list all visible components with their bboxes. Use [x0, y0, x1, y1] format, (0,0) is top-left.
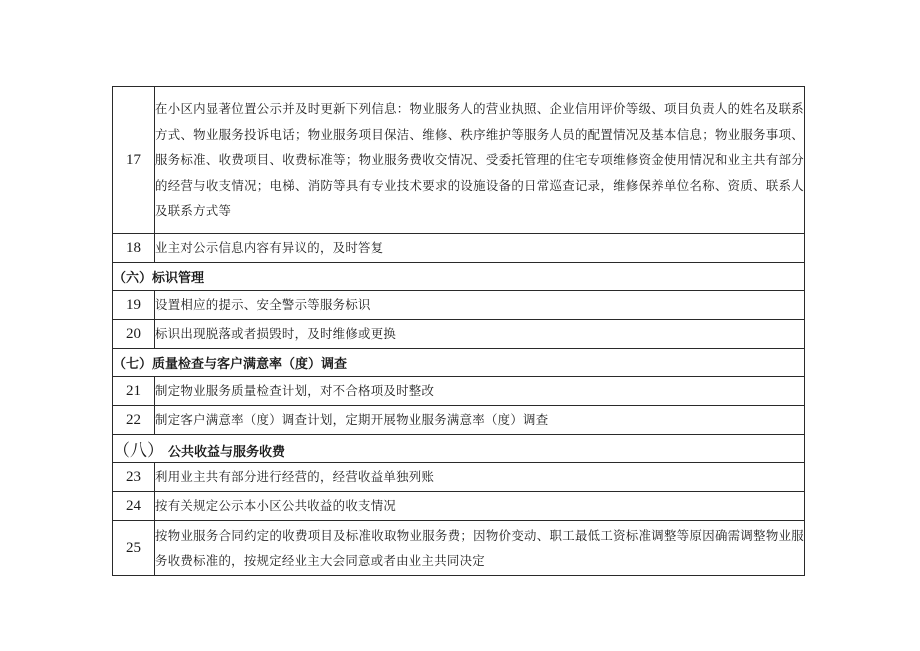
- section-name: 公共收益与服务收费: [168, 445, 286, 460]
- section-header-row: [113, 435, 805, 463]
- table-row: [113, 87, 805, 234]
- item-text: 利用业主共有部分进行经营的，经营收益单独列账: [155, 463, 805, 492]
- table-row: [113, 406, 805, 435]
- table-row: [113, 291, 805, 320]
- service-standards-table: [112, 86, 805, 576]
- section-header-row: [113, 349, 805, 377]
- table-row: [113, 492, 805, 521]
- table-row: [113, 320, 805, 349]
- item-number: 22: [113, 406, 155, 435]
- item-number: 17: [113, 87, 155, 234]
- item-text: 制定物业服务质量检查计划，对不合格项及时整改: [155, 377, 805, 406]
- item-number: 25: [113, 521, 155, 576]
- item-text: 在小区内显著位置公示并及时更新下列信息：物业服务人的营业执照、企业信用评价等级、项目负责人的姓名及联系方式、物业服务投诉电话；物业服务项目保洁、维修、秩序维护等服务人员的配置情况及基本信息；物业服务事项、服务标准、收费项目、收费标准等；物业服务费收交情况、受委托管理的住宅专项维修资金使用情况和业主共有部分的经营与收支情况；电梯、消防等具有专业技术要求的设施设备的日常巡查记录，维修保养单位名称、资质、联系人及联系方式等: [155, 87, 805, 234]
- section-title: [113, 435, 805, 463]
- item-text: 按物业服务合同约定的收费项目及标准收取物业服务费；因物价变动、职工最低工资标准调整等原因确需调整物业服务收费标准的，按规定经业主大会同意或者由业主共同决定: [155, 521, 805, 576]
- item-text: 标识出现脱落或者损毁时，及时维修或更换: [155, 320, 805, 349]
- section-title: （七）质量检查与客户满意率（度）调查: [113, 349, 805, 377]
- section-header-row: [113, 263, 805, 291]
- table-row: [113, 521, 805, 576]
- item-number: 18: [113, 234, 155, 263]
- item-number: 23: [113, 463, 155, 492]
- section-number: （八）: [113, 441, 164, 461]
- item-text: 按有关规定公示本小区公共收益的收支情况: [155, 492, 805, 521]
- item-number: 21: [113, 377, 155, 406]
- table-row: [113, 234, 805, 263]
- item-text: 设置相应的提示、安全警示等服务标识: [155, 291, 805, 320]
- section-title: （六）标识管理: [113, 263, 805, 291]
- item-number: 19: [113, 291, 155, 320]
- item-number: 24: [113, 492, 155, 521]
- table-row: [113, 377, 805, 406]
- item-number: 20: [113, 320, 155, 349]
- item-text: 制定客户满意率（度）调查计划，定期开展物业服务满意率（度）调查: [155, 406, 805, 435]
- item-text: 业主对公示信息内容有异议的，及时答复: [155, 234, 805, 263]
- table-row: [113, 463, 805, 492]
